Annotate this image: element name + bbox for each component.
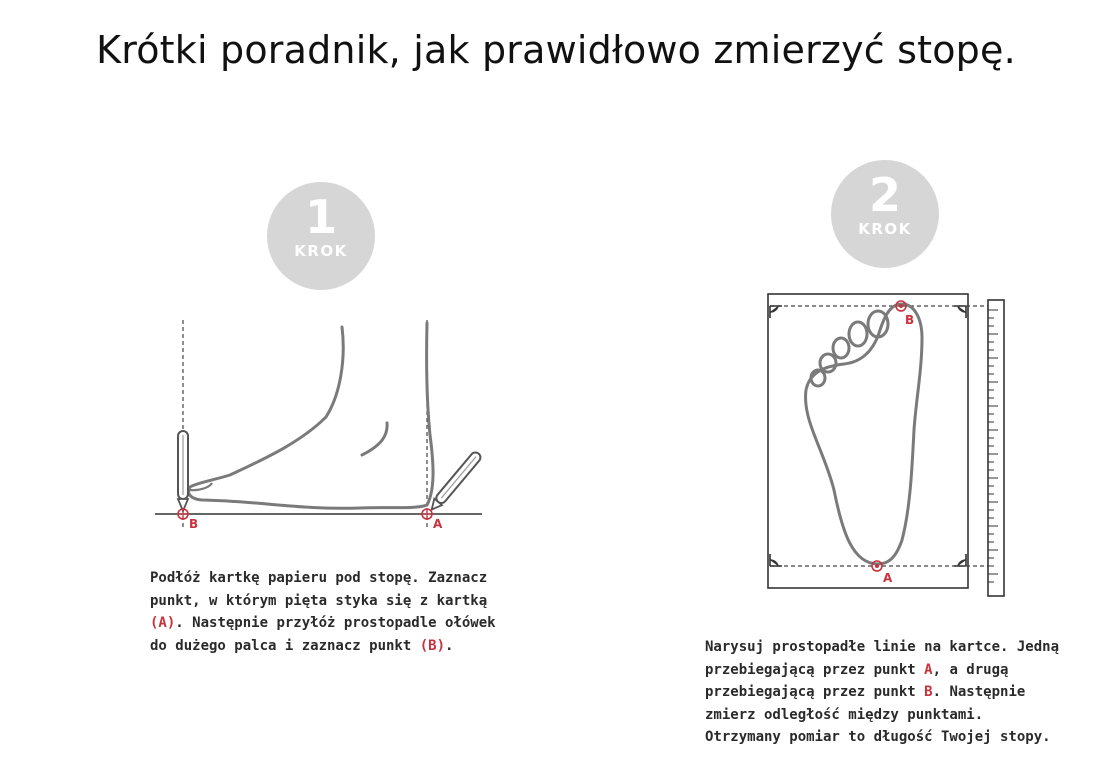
step-2-desc-line: Otrzymany pomiar to długość Twojej stopy. <box>705 729 1051 745</box>
step-1-desc-line: punkt, w którym pięta styka się z kartką <box>150 592 488 609</box>
step-1-desc-line: do dużego palca i zaznacz punkt <box>150 637 420 654</box>
point-a-label: A <box>883 571 893 585</box>
step-1-number: 1 <box>304 190 337 244</box>
step-2-desc-line: zmierz odległość między punktami. <box>705 706 984 723</box>
foot-outline <box>189 323 434 508</box>
point-b-marker-icon <box>177 508 189 520</box>
step-1-label: KROK <box>294 242 348 260</box>
step-1-desc-line: Podłóż kartkę papieru pod stopę. Zaznacz <box>150 570 488 586</box>
step-1-desc-line: . Następnie przyłóż prostopadle ołówek <box>175 615 496 631</box>
point-b-label: B <box>189 517 199 531</box>
step-2-label: KROK <box>858 220 912 238</box>
step-2-point-b-ref: B <box>924 684 933 700</box>
step-2-desc-line: Narysuj prostopadłe linie na kartce. Jedną <box>705 639 1060 655</box>
step-2-desc-line: , a drugą <box>932 661 1009 678</box>
step-2-desc-line: przebiegającą przez punkt <box>705 684 925 700</box>
point-a-label: A <box>433 517 443 531</box>
step-2-desc-line: przebiegającą przez punkt <box>705 661 925 678</box>
step-2-number: 2 <box>868 168 901 222</box>
step-1-description <box>150 567 496 657</box>
pencil-angled-icon <box>428 450 483 512</box>
foot-top-view-illustration <box>762 290 1012 602</box>
page-title: Krótki poradnik, jak prawidłowo zmierzyć stopę. <box>96 28 1016 72</box>
ruler-icon <box>988 300 1004 596</box>
step-1-desc-line: . <box>445 637 454 654</box>
pencil-vertical-icon <box>178 431 188 511</box>
step-2-desc-line: . Następnie <box>932 684 1026 700</box>
step-1-point-b-ref: (B) <box>419 637 446 654</box>
step-2-point-a-ref: A <box>924 661 933 678</box>
point-b-label: B <box>905 313 915 327</box>
foot-side-view-illustration <box>150 315 490 540</box>
step-1-point-a-ref: (A) <box>150 615 176 631</box>
step-2-description <box>705 636 1059 749</box>
step-2-badge <box>831 160 939 268</box>
step-1-badge <box>267 182 375 290</box>
